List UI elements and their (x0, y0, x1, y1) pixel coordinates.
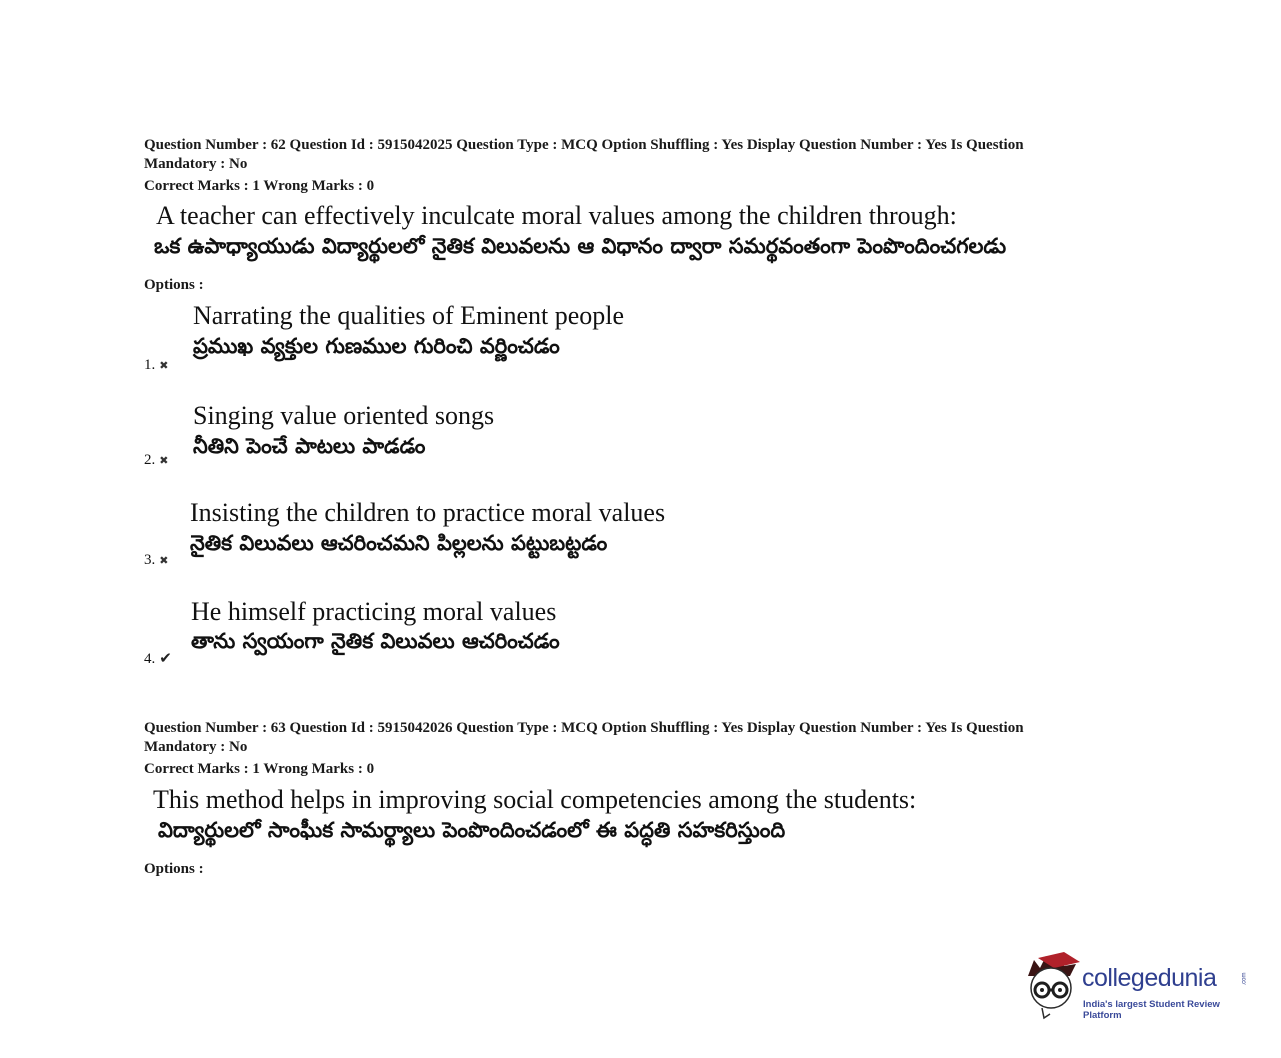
option-number (144, 552, 168, 569)
question-marks: Correct Marks : 1 Wrong Marks : 0 (144, 178, 375, 194)
cross-icon: ✖ (159, 359, 169, 372)
option-text-english: Narrating the qualities of Eminent people (193, 301, 625, 330)
option-text-telugu: నైతిక విలువలు ఆచరించమని పిల్లలను పట్టుబట్టడం (190, 531, 608, 555)
option-number (144, 357, 168, 374)
option-number (144, 452, 168, 469)
cross-icon: ✖ (159, 454, 169, 467)
question-text-telugu: ఒక ఉపాధ్యాయుడు విద్యార్థులలో నైతిక విలువలను ఆ విధానం ద్వారా సమర్థవంతంగా పెంపొందించగలడు (154, 234, 1007, 258)
question-meta-mandatory: Mandatory : No (144, 156, 248, 172)
logo-name: collegedunia (1082, 964, 1217, 992)
question-meta-line: Question Number : 62 Question Id : 5915042025 Question Type : MCQ Option Shuffling : Yes Display Question Number : Yes Is Question (144, 137, 1024, 153)
logo-com: .com (1241, 972, 1248, 986)
question-marks: Correct Marks : 1 Wrong Marks : 0 (144, 761, 375, 777)
option-number-label: 2. (144, 452, 156, 468)
option-number (144, 649, 172, 668)
question-meta-line: Question Number : 63 Question Id : 5915042026 Question Type : MCQ Option Shuffling : Yes Display Question Number : Yes Is Question (144, 720, 1024, 736)
options-label: Options : (144, 277, 204, 293)
question-text-english: This method helps in improving social competencies among the students: (153, 785, 917, 814)
option-number-label: 4. (144, 651, 156, 667)
mascot-icon (1024, 950, 1082, 1020)
collegedunia-logo (1024, 950, 1254, 1020)
option-text-english: He himself practicing moral values (191, 597, 557, 626)
question-text-english: A teacher can effectively inculcate moral values among the children through: (156, 201, 957, 230)
option-number-label: 3. (144, 552, 156, 568)
option-text-english: Singing value oriented songs (193, 401, 495, 430)
question-meta-mandatory: Mandatory : No (144, 739, 248, 755)
option-text-english: Insisting the children to practice moral values (190, 498, 666, 527)
option-text-telugu: ప్రముఖ వ్యక్తుల గుణముల గురించి వర్ణించడం (193, 334, 560, 358)
option-number-label: 1. (144, 357, 156, 373)
check-icon: ✔ (159, 649, 172, 667)
cross-icon: ✖ (159, 554, 169, 567)
logo-tagline: India's largest Student Review Platform (1083, 999, 1220, 1021)
option-text-telugu: తాను స్వయంగా నైతిక విలువలు ఆచరించడం (191, 629, 560, 653)
option-text-telugu: నీతిని పెంచే పాటలు పాడడం (193, 434, 426, 458)
options-label: Options : (144, 861, 204, 877)
question-text-telugu: విద్యార్థులలో సాంఘీక సామర్థ్యాలు పెంపొందించడంలో ఈ పద్ధతి సహకరిస్తుంది (158, 818, 786, 842)
